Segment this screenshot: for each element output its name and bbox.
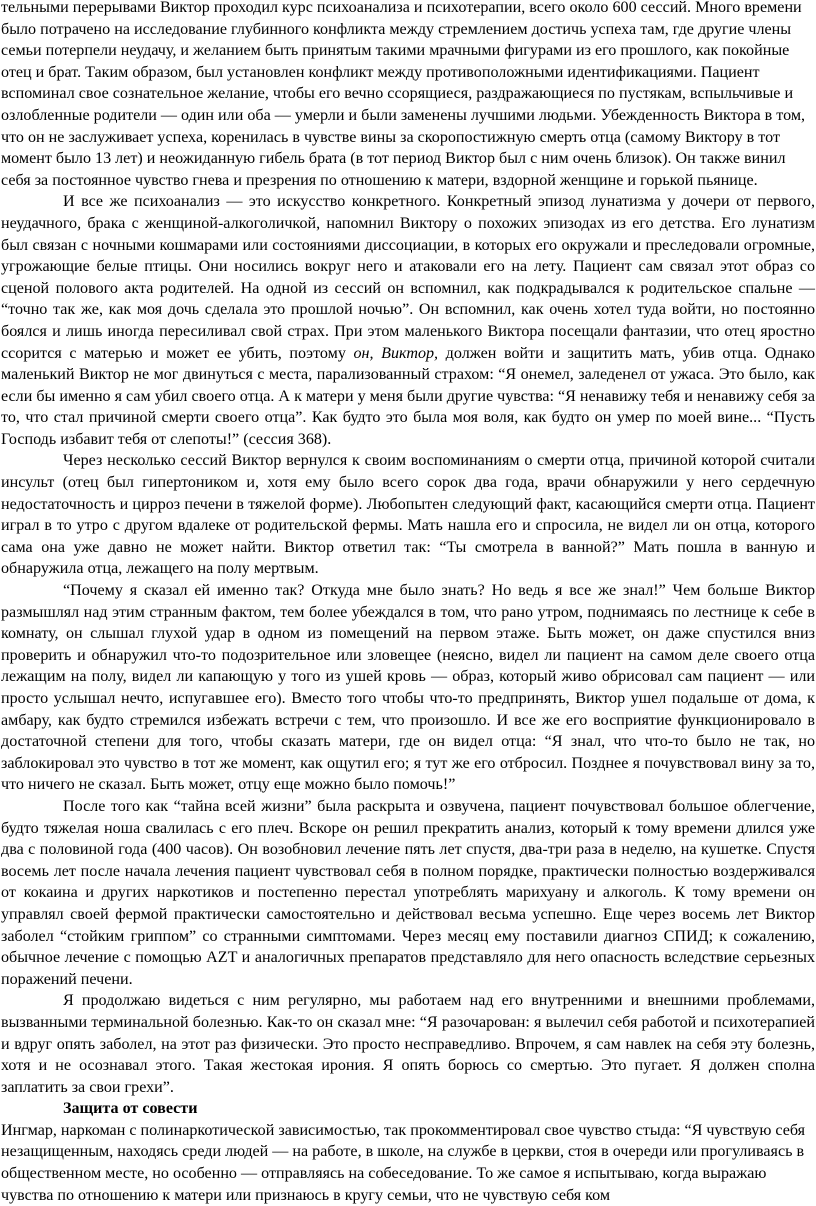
paragraph-2-italic: он, Виктор, <box>353 344 439 362</box>
paragraph-2-text-b: должен войти и защитить мать, убив отца. Однако маленький Виктор не мог двинуться с места, парализованный страхом: “Я онемел, заледенел от ужаса. Это было, как если бы именно я сам убил своего отца. А к матери у меня были другие чувства: “Я ненавижу тебя и ненавижу себя за то, что стал причиной смерти своего отца”. Как будто это была моя воля, как будто он умер по моей вине... “Пусть Господь избавит тебя от слепоты!” (сессия 368). <box>1 344 815 448</box>
paragraph-6: Я продолжаю видеться с ним регулярно, мы работаем над его внутренними и внешними проблемами, вызванными терминальной болезнью. Как-то он сказал мне: “Я разочарован: я вылечил себя работой и психотерапией и вдруг опять заболел, на этот раз физически. Это просто несправедливо. Впрочем, я сам навлек на себя эту болезнь, хотя и не осознавал этого. Такая жестокая ирония. Я опять борюсь со смертью. Это пугает. Я должен сполна заплатить за свои грехи”. <box>1 992 815 1096</box>
paragraph-1: тельными перерывами Виктор проходил курс психоанализа и психотерапии, всего около 600 сессий. Много времени было потрачено на исследование глубинного конфликта между стремлением достичь успеха там, где другие члены семьи потерпели неудачу, и желанием быть принятым такими мрачными фигурами из его прошлого, как покойные отец и брат. Таким образом, был установлен конфликт между противоположными идентификациями. Пациент вспоминал свое сознательное желание, чтобы его вечно ссорящиеся, раздражающиеся по пустякам, вспыльчивые и озлобленные родители — один или оба — умерли и были заменены лучшими людьми. Убежденность Виктора в том, что он не заслуживает успеха, коренилась в чувстве вины за скоропостижную смерть отца (самому Виктору в тот момент было 13 лет) и неожиданную гибель брата (в тот период Виктор был с ним очень близок). Он также винил себя за постоянное чувство гнева и презрения по отношению к матери, вздорной женщине и горькой пьянице. <box>1 0 806 189</box>
paragraph-5: После того как “тайна всей жизни” была раскрыта и озвучена, пациент почувствовал большое облегчение, будто тяжелая ноша свалилась с его плеч. Вскоре он решил прекратить анализ, который к тому времени длился уже два с половиной года (400 часов). Он возобновил лечение пять лет спустя, два-три раза в неделю, на кушетке. Спустя восемь лет после начала лечения пациент чувствовал себя в полном порядке, практически полностью воздерживался от кокаина и других наркотиков и постепенно перестал употреблять марихуану и алкоголь. К тому времени он управлял своей фермой практически самостоятельно и действовал весьма успешно. Еще через восемь лет Виктор заболел “стойким гриппом” со странными симптомами. Через месяц ему поставили диагноз СПИД; к сожалению, обычное лечение с помощью AZT и аналогичных препаратов представляло для него опасность вследствие серьезных поражений печени. <box>1 797 815 988</box>
section-heading: Защита от совести <box>63 1100 198 1118</box>
paragraph-2 <box>1 191 815 450</box>
paragraph-3: Через несколько сессий Виктор вернулся к своим воспоминаниям о смерти отца, причиной которой считали инсульт (отец был гипертоником и, хотя ему было всего сорок два года, врачи обнаружили у него сердечную недостаточность и цирроз печени в тяжелой форме). Любопытен следующий факт, касающийся смерти отца. Пациент играл в то утро с другом вдалеке от родительской фермы. Мать нашла его и спросила, не видел ли он отца, которого сама она уже давно не может найти. Виктор ответил так: “Ты смотрела в ванной?” Мать пошла в ванную и обнаружила отца, лежащего на полу мертвым. <box>1 452 815 578</box>
paragraph-4: “Почему я сказал ей именно так? Откуда мне было знать? Но ведь я все же знал!” Чем больше Виктор размышлял над этим странным фактом, тем более убеждался в том, что рано утром, поднимаясь по лестнице к себе в комнату, он слышал глухой удар в одном из помещений на первом этаже. Быть может, он даже спустился вниз проверить и обнаружил что-то подозрительное или зловещее (неясно, видел ли пациент на самом деле своего отца лежащим на полу, видел ли капающую у того из ушей кровь — образ, который живо обрисовал сам пациент — или просто услышал нечто, испугавшее его). Вместо того чтобы что-то предпринять, Виктор ушел подальше от дома, к амбару, как будто стремился избежать встречи с тем, что произошло. И все же его восприятие функционировало в достаточной степени для того, чтобы сказать матери, где он видел отца: “Я знал, что что-то было не так, но заблокировал это чувство в тот же момент, как ощутил его; я тут же его отбросил. Позднее я почувствовал вину за то, что ничего не сказал. Быть может, отцу еще можно было помочь!” <box>1 582 815 794</box>
paragraph-2-text-a: И все же психоанализ — это искусство конкретного. Конкретный эпизод лунатизма у дочери от первого, неудачного, брака с женщиной-алкоголичкой, напомнил Виктору о похожих эпизодах из его детства. Его лунатизм был связан с ночными кошмарами или состояниями диссоциации, в которых его окружали и преследовали огромные, угрожающие белые птицы. Они носились вокруг него и атаковали его на лету. Пациент сам связал этот образ со сценой полового акта родителей. На одной из сессий он вспомнил, как подкрадывался к родительское спальне — “точно так же, как моя дочь сделала это прошлой ночью”. Он вспомнил, как очень хотел туда войти, но постоянно боялся и лишь иногда пересиливал свой страх. При этом маленького Виктора посещали фантазии, что отец яростно ссорится с матерью и может ее убить, поэтому <box>1 193 815 362</box>
paragraph-7: Ингмар, наркоман с полинаркотической зависимостью, так прокомментировал свое чувство стыда: “Я чувствую себя незащищенным, находясь среди людей — на работе, в школе, на службе в церкви, стоя в очереди или прогуливаясь в общественном месте, но особенно — отправляясь на собеседование. То же самое я испытываю, когда выражаю чувства по отношению к матери или признаюсь в кругу семьи, что не чувствую себя ком <box>1 1121 806 1204</box>
document-body <box>1 0 815 1206</box>
